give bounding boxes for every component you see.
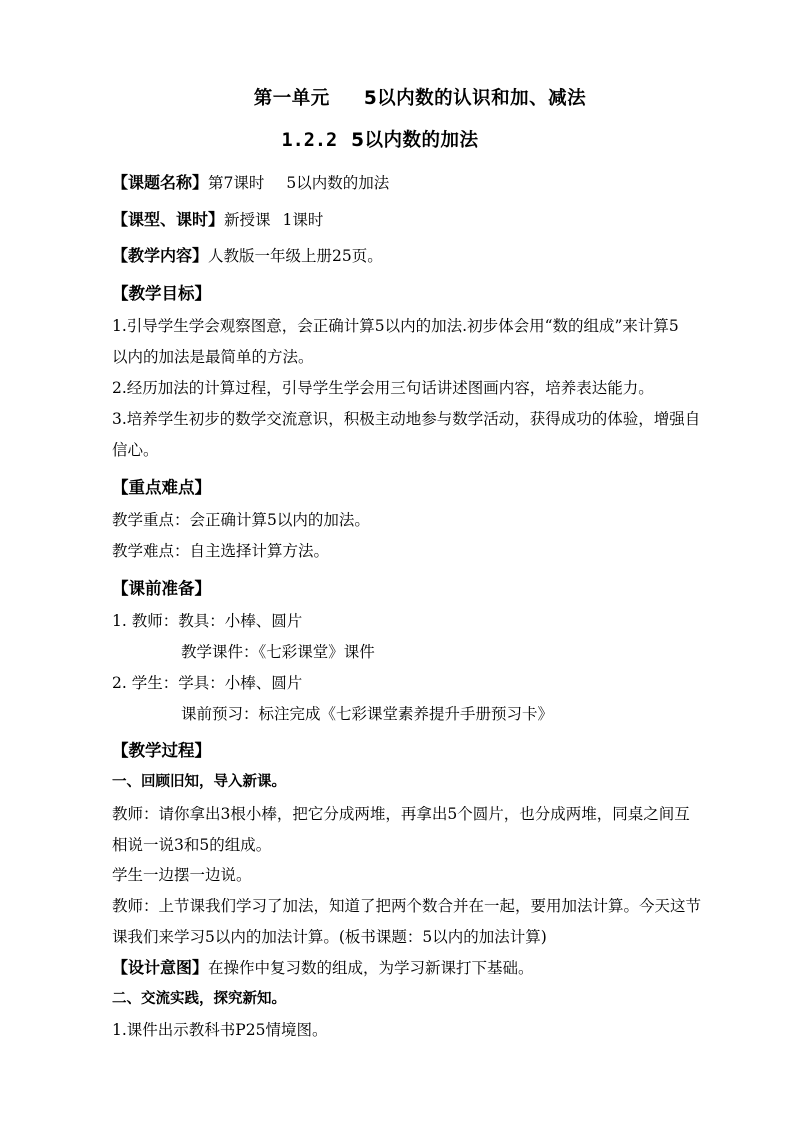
paragraph-1-line-1: 教师：请你拿出3根小棒，把它分成两堆，再拿出5个圆片，也分成两堆，同桌之间互 bbox=[112, 805, 690, 823]
objectives-heading: 【教学目标】 bbox=[112, 284, 211, 303]
objective-3-line-2: 信心。 bbox=[112, 441, 159, 459]
lesson-type-label: 【课型、课时】 bbox=[112, 210, 225, 229]
objective-2: 2.经历加法的计算过程，引导学生学会用三句话讲述图画内容，培养表达能力。 bbox=[112, 379, 654, 397]
teaching-focus: 教学重点：会正确计算5以内的加法。 bbox=[112, 511, 370, 529]
process-heading: 【教学过程】 bbox=[112, 741, 211, 760]
lesson-content-value: 人教版一年级上册25页。 bbox=[208, 247, 383, 265]
design-intent-row bbox=[112, 957, 534, 979]
student-prep-line-1: 2. 学生：学具：小棒、圆片 bbox=[112, 674, 303, 692]
unit-title bbox=[0, 84, 794, 110]
objective-1-line-1: 1.引导学生学会观察图意，会正确计算5以内的加法.初步体会用“数的组成”来计算5 bbox=[112, 317, 679, 335]
teacher-prep-line-2: 教学课件：《七彩课堂》课件 bbox=[181, 643, 375, 661]
unit-label: 第一单元 bbox=[253, 88, 330, 109]
design-intent-text: 在操作中复习数的组成，为学习新课打下基础。 bbox=[208, 959, 534, 977]
student-prep-line-2: 课前预习：标注完成《七彩课堂素养提升手册预习卡》 bbox=[181, 705, 554, 723]
lesson-type-value-b: 1课时 bbox=[282, 211, 324, 229]
objective-1-line-2: 以内的加法是最简单的方法。 bbox=[112, 348, 314, 366]
lesson-name-value-a: 第7课时 bbox=[208, 174, 265, 192]
paragraph-2: 学生一边摆一边说。 bbox=[112, 866, 252, 884]
paragraph-3-line-2: 课我们来学习5以内的加法计算。(板书课题：5以内的加法计算) bbox=[112, 928, 547, 946]
key-points-heading: 【重点难点】 bbox=[112, 478, 211, 497]
preparation-heading: 【课前准备】 bbox=[112, 579, 211, 598]
section-1-title: 一、回顾旧知，导入新课。 bbox=[112, 774, 286, 790]
paragraph-3-line-1: 教师：上节课我们学习了加法，知道了把两个数合并在一起，要用加法计算。今天这节 bbox=[112, 897, 702, 915]
lesson-type-row bbox=[112, 209, 323, 231]
paragraph-1-line-2: 相说一说3和5的组成。 bbox=[112, 836, 272, 854]
lesson-content-label: 【教学内容】 bbox=[112, 246, 209, 265]
objective-3-line-1: 3.培养学生初步的数学交流意识，积极主动地参与数学活动，获得成功的体验，增强自 bbox=[112, 410, 701, 428]
lesson-name-label: 【课题名称】 bbox=[112, 173, 209, 192]
teaching-difficulty: 教学难点：自主选择计算方法。 bbox=[112, 542, 330, 560]
lesson-name: 5以内数的加法 bbox=[351, 130, 479, 151]
lesson-number: 1.2.2 bbox=[281, 130, 338, 151]
paragraph-4: 1.课件出示教科书P25情境图。 bbox=[112, 1021, 328, 1039]
section-2-title: 二、交流实践，探究新知。 bbox=[112, 991, 286, 1007]
lesson-name-value-b: 5以内数的加法 bbox=[286, 174, 390, 192]
lesson-title bbox=[0, 126, 760, 152]
design-intent-label: 【设计意图】 bbox=[112, 958, 209, 977]
lesson-name-row bbox=[112, 172, 389, 194]
unit-topic: 5以内数的认识和加、减法 bbox=[363, 88, 587, 109]
lesson-type-value-a: 新授课 bbox=[224, 211, 271, 229]
teacher-prep-line-1: 1. 教师：教具：小棒、圆片 bbox=[112, 612, 303, 630]
lesson-content-row bbox=[112, 245, 383, 267]
